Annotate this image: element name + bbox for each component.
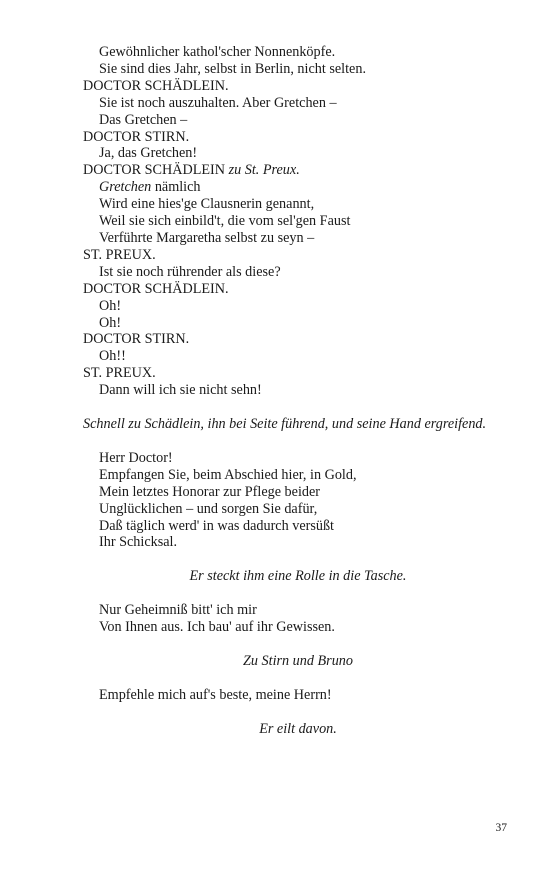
verse-line: Ja, das Gretchen! [99, 145, 198, 162]
speaker-name: DOCTOR SCHÄDLEIN [83, 162, 226, 179]
verse-line [83, 179, 513, 196]
verse-line: Sie ist noch auszuhalten. Aber Gretchen – [99, 94, 337, 111]
stage-direction-inline: zu St. Preux. [228, 162, 300, 179]
spacer [83, 704, 513, 721]
verse-line: Ist sie noch rührender als diese? [99, 263, 281, 280]
verse-line: Dann will ich sie nicht sehn! [99, 382, 262, 399]
speaker-name: DOCTOR SCHÄDLEIN. [83, 280, 229, 297]
speaker-line [83, 162, 513, 179]
spacer [83, 551, 513, 568]
verse-line: Von Ihnen aus. Ich bau' auf ihr Gewissen. [99, 619, 335, 636]
verse-line: Empfangen Sie, beim Abschied hier, in Gold, [99, 466, 357, 483]
spacer [83, 670, 513, 687]
stage-direction: Er steckt ihm eine Rolle in die Tasche. [189, 568, 407, 585]
verse-line: Herr Doctor! [99, 449, 173, 466]
play-text [83, 44, 513, 738]
spacer [83, 399, 513, 416]
verse-line: Ihr Schicksal. [99, 534, 178, 551]
verse-line: Nur Geheimniß bitt' ich mir [99, 602, 257, 619]
emphasis: Gretchen [99, 179, 152, 196]
verse-line: Wird eine hies'ge Clausnerin genannt, [99, 196, 315, 213]
verse-line: Oh! [99, 297, 122, 314]
verse-line: Gewöhnlicher kathol'scher Nonnenköpfe. [99, 44, 336, 60]
spacer [83, 433, 513, 450]
spacer [83, 585, 513, 602]
spacer [83, 636, 513, 653]
verse-line: Empfehle mich auf's beste, meine Herrn! [99, 687, 332, 703]
verse-line: Mein letztes Honorar zur Pflege beider [99, 483, 321, 500]
stage-direction: Er eilt davon. [259, 720, 337, 737]
verse-line: Oh!! [99, 348, 126, 365]
verse-line: Weil sie sich einbild't, die vom sel'gen Faust [99, 213, 351, 230]
verse-line: Verführte Margaretha selbst zu seyn – [99, 229, 315, 246]
speaker-name: DOCTOR STIRN. [83, 331, 190, 348]
speaker-name: DOCTOR STIRN. [83, 128, 190, 145]
stage-direction: Zu Stirn und Bruno [243, 653, 353, 670]
verse-line: Das Gretchen – [99, 111, 188, 128]
speaker-name: DOCTOR SCHÄDLEIN. [83, 77, 229, 94]
speaker-name: ST. PREUX. [83, 246, 156, 263]
verse-line: Unglücklichen – und sorgen Sie dafür, [99, 500, 318, 517]
verse-line: Sie sind dies Jahr, selbst in Berlin, nicht selten. [99, 60, 366, 77]
page-number: 37 [495, 822, 507, 834]
stage-direction: Schnell zu Schädlein, ihn bei Seite führend, und seine Hand ergreifend. [83, 416, 487, 433]
verse-text: nämlich [151, 179, 201, 196]
verse-line: Daß täglich werd' in was dadurch versüßt [99, 517, 335, 534]
speaker-name: ST. PREUX. [83, 365, 156, 382]
verse-line: Oh! [99, 314, 122, 331]
